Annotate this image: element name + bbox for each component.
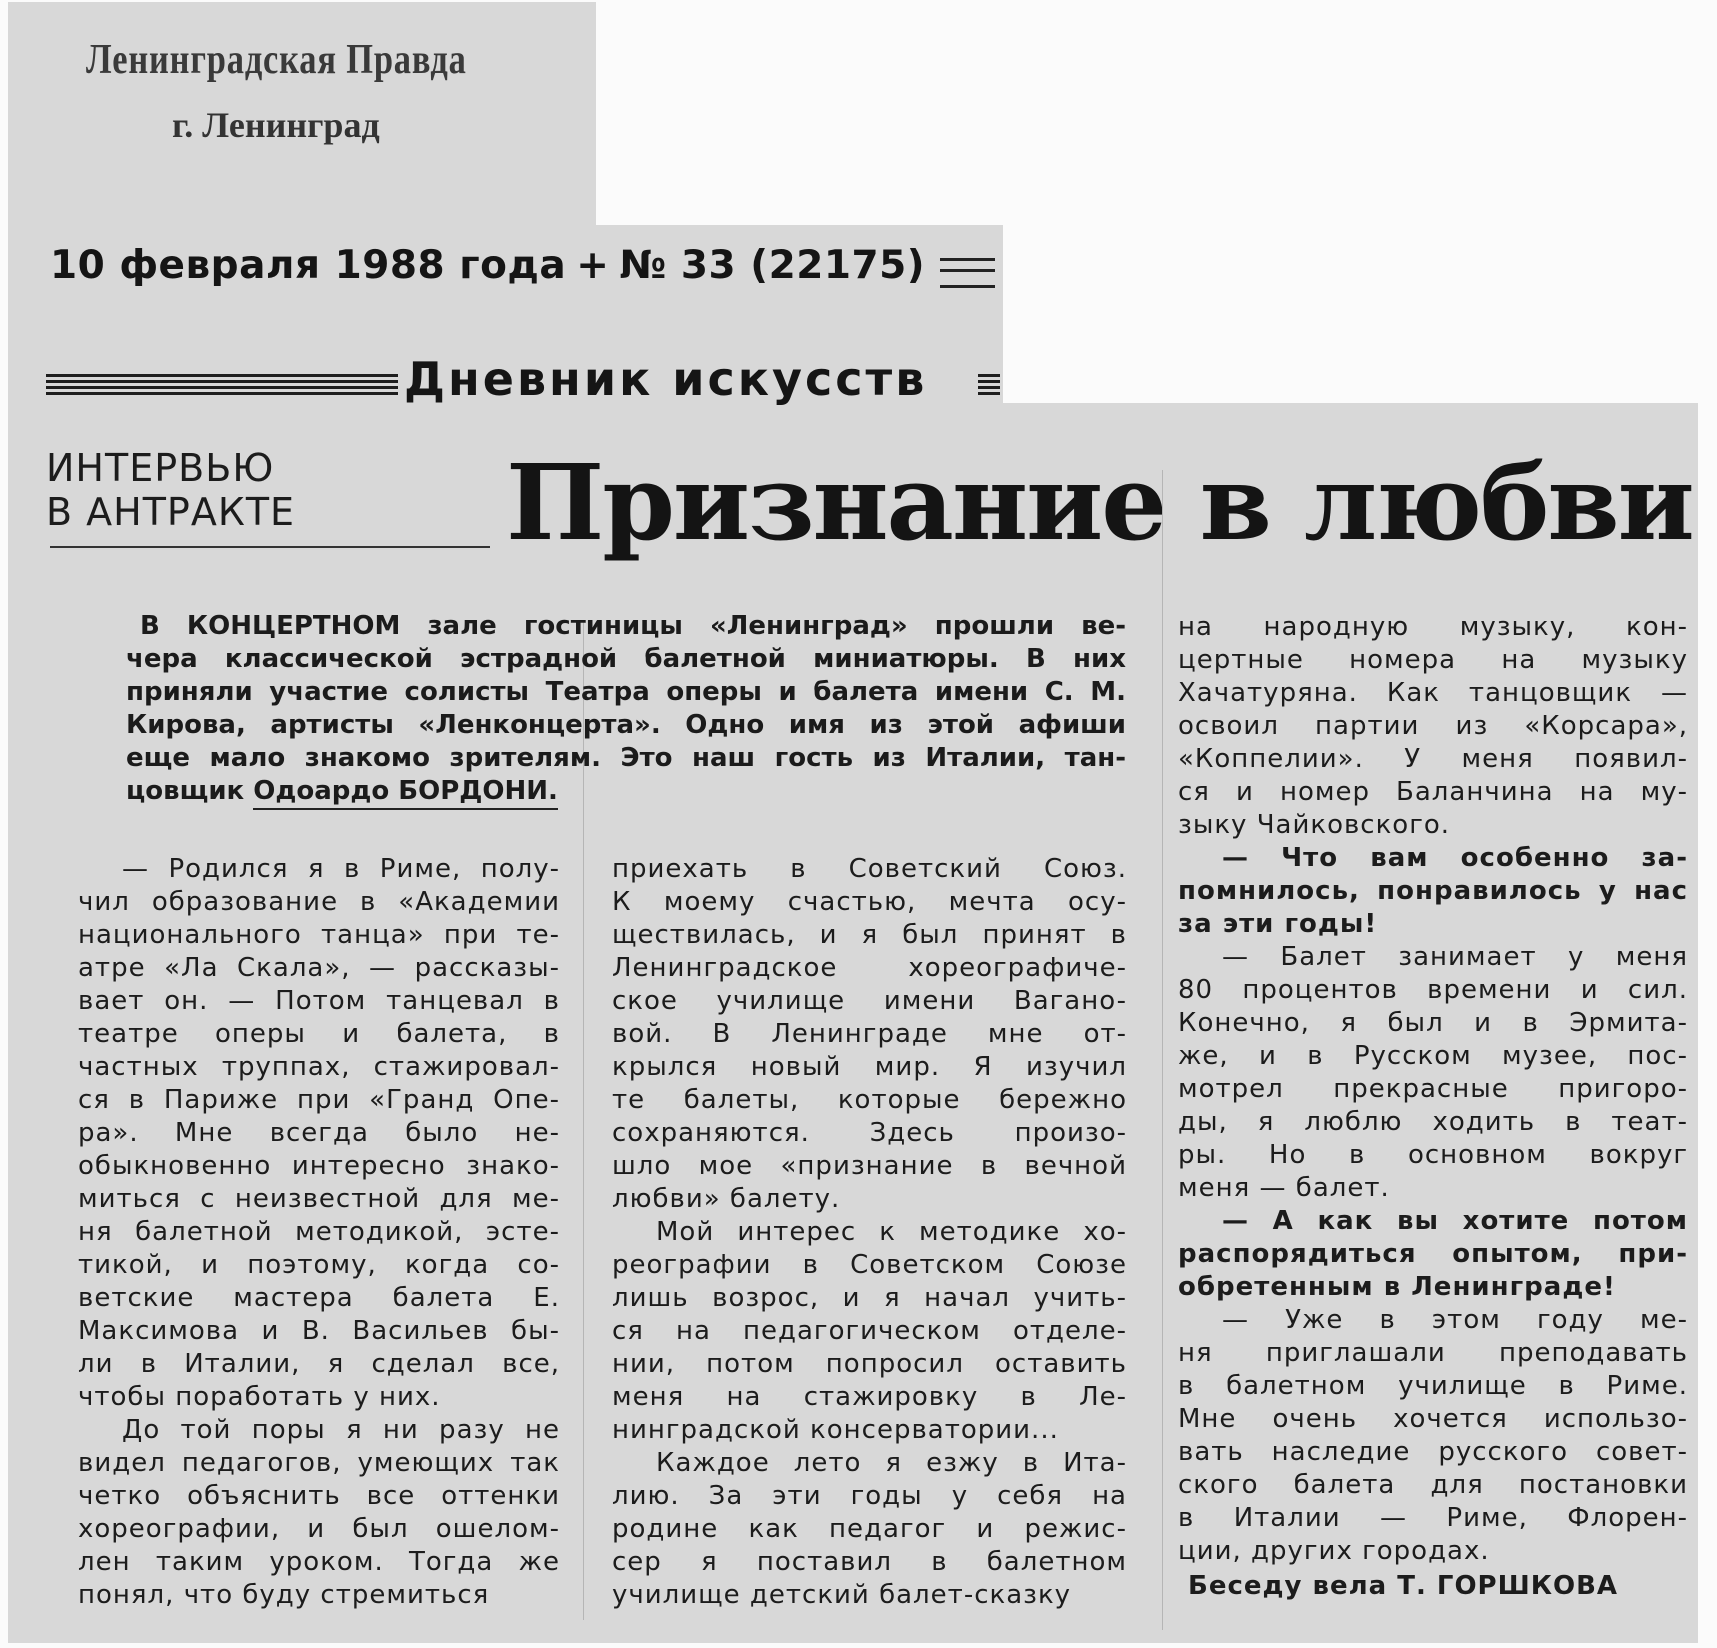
column-line: театре оперы и балета, в — [78, 1019, 560, 1049]
lead-line — [126, 775, 1126, 808]
column-line: частных труппах, стажировал- — [78, 1052, 560, 1082]
article-column-3 — [1178, 611, 1688, 1603]
column-line: — А как вы хотите потом — [1222, 1206, 1688, 1236]
column-line: вает он. — Потом танцевал в — [78, 986, 560, 1016]
column-line: ды, я люблю ходить в теат- — [1178, 1107, 1688, 1137]
column-line: зыку Чайковского. — [1178, 810, 1451, 840]
lead-line: Кирова, артисты «Ленконцерта». Одно имя из этой афиши — [126, 710, 1126, 740]
column-line: ветские мастера балета Е. — [78, 1283, 560, 1313]
dateline-rule — [940, 258, 995, 288]
section-rule-right — [978, 374, 1000, 396]
lead-line: В КОНЦЕРТНОМ зале гостиницы «Ленинград» прошли ве- — [140, 611, 1126, 641]
column-line: — Балет занимает у меня — [1222, 942, 1688, 972]
rubric-underline — [50, 546, 490, 548]
column-line: родине как педагог и режис- — [612, 1514, 1127, 1544]
column-line: меня — балет. — [1178, 1173, 1390, 1203]
column-line: ры. Но в основном вокруг — [1178, 1140, 1688, 1170]
column-line: сохраняются. Здесь произо- — [612, 1118, 1127, 1148]
column-line: понял, что буду стремиться — [78, 1580, 490, 1610]
rubric-line-1: ИНТЕРВЬЮ — [46, 446, 275, 490]
column-line: обыкновенно интересно знако- — [78, 1151, 560, 1181]
article-lead — [126, 610, 1126, 808]
column-divider — [1162, 470, 1163, 1630]
column-line: — Что вам особенно за- — [1222, 843, 1688, 873]
column-line: До той поры я ни разу не — [122, 1415, 560, 1445]
column-line: же, и в Русском музее, пос- — [1178, 1041, 1688, 1071]
lead-text: цовщик — [126, 776, 254, 806]
column-line: видел педагогов, умеющих так — [78, 1448, 560, 1478]
column-line: Мой интерес к методике хо- — [656, 1217, 1127, 1247]
author-signature: Беседу вела Т. ГОРШКОВА — [1188, 1571, 1619, 1601]
column-line: ское училище имени Ваганo- — [612, 986, 1127, 1016]
column-line: хореографии, и был ошелом- — [78, 1514, 560, 1544]
column-line: приехать в Советский Союз. — [612, 854, 1127, 884]
column-line: Ленинградское хореографиче- — [612, 953, 1127, 983]
column-line: Максимова и В. Васильев бы- — [78, 1316, 560, 1346]
column-line: за эти годы! — [1178, 909, 1378, 939]
column-line: мотрел прекрасные пригоро- — [1178, 1074, 1688, 1104]
column-line: четко объяснить все оттенки — [78, 1481, 560, 1511]
issue-number: № 33 (22175) — [619, 243, 926, 288]
column-line: — Уже в этом году ме- — [1222, 1305, 1688, 1335]
column-line: освоил партии из «Корсара», — [1178, 711, 1688, 741]
column-line: Мне очень хочется использо- — [1178, 1404, 1688, 1434]
column-line: помнилось, понравилось у нас — [1178, 876, 1688, 906]
lead-line: чера классической эстрадной балетной миниатюры. В них — [126, 644, 1126, 674]
rubric — [46, 446, 295, 534]
article-headline: Признание в любви — [506, 441, 1693, 564]
column-line: лию. За эти годы у себя на — [612, 1481, 1127, 1511]
article-column-1 — [78, 853, 560, 1612]
column-line: К моему счастью, мечта осу- — [612, 887, 1127, 917]
column-line: Конечно, я был и в Эрмита- — [1178, 1008, 1688, 1038]
column-line: нинградской консерватории... — [612, 1415, 1059, 1445]
column-line: ществилась, и я был принят в — [612, 920, 1127, 950]
column-line: в Италии — Риме, Флорен- — [1178, 1503, 1688, 1533]
column-line: ня приглашали преподавать — [1178, 1338, 1688, 1368]
column-line: национального танца» при те- — [78, 920, 560, 950]
column-line: ли в Италии, я сделал все, — [78, 1349, 560, 1379]
column-line: вой. В Ленинграде мне от- — [612, 1019, 1127, 1049]
dateline-separator: + — [576, 243, 610, 288]
column-line: в балетном училище в Риме. — [1178, 1371, 1688, 1401]
column-line: миться с неизвестной для ме- — [78, 1184, 560, 1214]
column-line: 80 процентов времени и сил. — [1178, 975, 1688, 1005]
issue-dateline — [50, 243, 925, 288]
column-line: крылся новый мир. Я изучил — [612, 1052, 1127, 1082]
column-line: атре «Ла Скала», — рассказы- — [78, 953, 560, 983]
column-line: чил образование в «Академии — [78, 887, 560, 917]
column-line: — Родился я в Риме, полу- — [122, 854, 560, 884]
lead-line: приняли участие солисты Театра оперы и балета имени С. М. — [126, 677, 1126, 707]
column-line: Каждое лето я езжу в Ита- — [656, 1448, 1127, 1478]
column-line: тикой, и поэтому, когда со- — [78, 1250, 560, 1280]
column-line: те балеты, которые бережно — [612, 1085, 1127, 1115]
library-stamp-newspaper: Ленинградская Правда — [86, 37, 467, 83]
column-line: обретенным в Ленинграде! — [1178, 1272, 1616, 1302]
column-line: ся в Париже при «Гранд Опе- — [78, 1085, 560, 1115]
column-line: ся и номер Баланчина на му- — [1178, 777, 1688, 807]
column-line: Хачатуряна. Как танцовщик — — [1178, 678, 1688, 708]
section-title: Дневник искусств — [404, 352, 928, 406]
column-line: училище детский балет-сказку — [612, 1580, 1072, 1610]
column-line: чтобы поработать у них. — [78, 1382, 441, 1412]
column-line: цертные номера на музыку — [1178, 645, 1688, 675]
column-line: сер я поставил в балетном — [612, 1547, 1127, 1577]
column-line: реографии в Советском Союзе — [612, 1250, 1127, 1280]
column-line: ня балетной методикой, эсте- — [78, 1217, 560, 1247]
column-line: меня на стажировку в Ле- — [612, 1382, 1127, 1412]
column-line: лен таким уроком. Тогда же — [78, 1547, 560, 1577]
column-line: вать наследие русского совет- — [1178, 1437, 1688, 1467]
column-line: «Коппелии». У меня появил- — [1178, 744, 1688, 774]
section-rule-left — [46, 374, 398, 396]
interviewee-name: Одоардо БОРДОНИ. — [253, 776, 558, 810]
column-line: распорядиться опытом, при- — [1178, 1239, 1688, 1269]
column-line: нии, потом попросил оставить — [612, 1349, 1127, 1379]
column-line: ского балета для постановки — [1178, 1470, 1688, 1500]
library-stamp-city: г. Ленинград — [172, 105, 380, 145]
column-line: ции, других городах. — [1178, 1536, 1490, 1566]
column-line: шло мое «признание в вечной — [612, 1151, 1127, 1181]
lead-line: еще мало знакомо зрителям. Это наш гость из Италии, тан- — [126, 743, 1126, 773]
column-line: на народную музыку, кон- — [1178, 612, 1688, 642]
column-line: ся на педагогическом отделе- — [612, 1316, 1127, 1346]
issue-date: 10 февраля 1988 года — [50, 243, 567, 288]
column-line: любви» балету. — [612, 1184, 841, 1214]
rubric-line-2: В АНТРАКТЕ — [46, 490, 296, 534]
column-line: ра». Мне всегда было не- — [78, 1118, 560, 1148]
article-column-2 — [612, 853, 1127, 1612]
column-line: лишь возрос, и я начал учить- — [612, 1283, 1127, 1313]
